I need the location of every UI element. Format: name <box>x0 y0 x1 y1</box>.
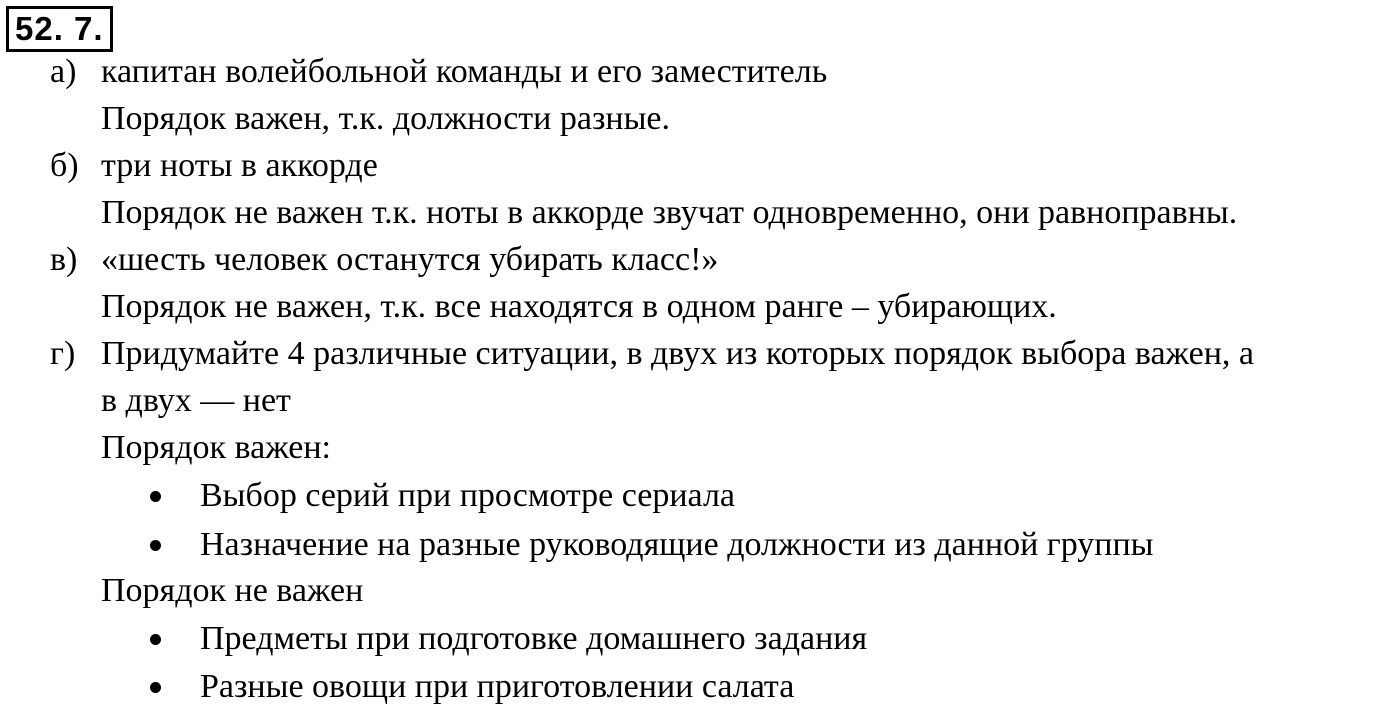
list-item-text: Назначение на разные руководящие должности из данной группы <box>200 526 1154 563</box>
item-question-line-2: в двух — нет <box>101 382 291 419</box>
important-heading: Порядок важен: <box>101 429 331 466</box>
not-important-heading: Порядок не важен <box>101 572 364 609</box>
item-marker: а) <box>50 53 77 90</box>
item-marker: г) <box>50 335 76 372</box>
bullet-icon <box>150 682 161 693</box>
list-item-text: Выбор серий при просмотре сериала <box>200 477 736 514</box>
item-question-line-1: Придумайте 4 различные ситуации, в двух из которых порядок выбора важен, а <box>101 335 1254 372</box>
list-item-text: Предметы при подготовке домашнего задания <box>200 620 868 657</box>
item-marker: б) <box>50 147 79 184</box>
item-answer: Порядок не важен т.к. ноты в аккорде звучат одновременно, они равноправны. <box>101 194 1238 231</box>
item-question: три ноты в аккорде <box>101 147 378 184</box>
item-question: капитан волейбольной команды и его заместитель <box>101 53 828 90</box>
bullet-icon <box>150 634 161 645</box>
item-marker: в) <box>50 241 78 278</box>
item-question: «шесть человек останутся убирать класс!» <box>101 241 719 278</box>
item-answer: Порядок не важен, т.к. все находятся в одном ранге – убирающих. <box>101 288 1057 325</box>
problem-number-box: 52. 7. <box>6 6 113 52</box>
bullet-icon <box>150 491 161 502</box>
item-answer: Порядок важен, т.к. должности разные. <box>101 100 671 137</box>
bullet-icon <box>150 540 161 551</box>
list-item-text: Разные овощи при приготовлении салата <box>200 668 795 705</box>
